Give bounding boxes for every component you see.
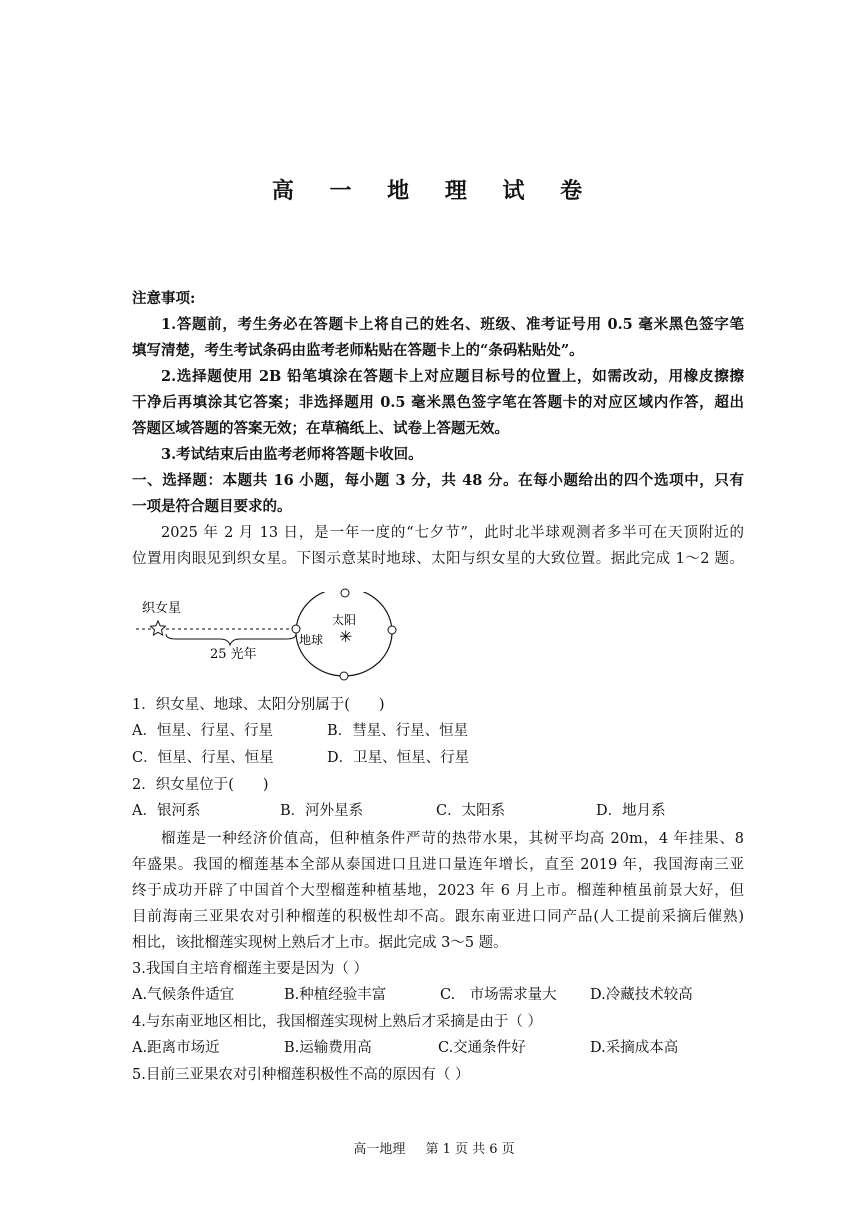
distance-brace [166,634,296,645]
passage2-line4: 目前海南三亚果农对引种榴莲的积极性却不高。跟东南亚进口同产品(人工提前采摘后催熟) [132,909,744,925]
earth-position-left [292,625,300,633]
sun-icon: ✳ [339,627,353,646]
notice-heading: 注意事项: [132,290,196,307]
passage1-line2: 位置用肉眼见到织女星。下图示意某时地球、太阳与织女星的大致位置。据此完成 1～2 题。 [132,551,744,567]
q2-option-b: B．河外星系 [280,803,364,819]
q2-stem: 2．织女星位于( ) [132,777,269,793]
q1-option-a: A．恒星、行星、行星 [132,723,273,739]
q3-option-b: B.种植经验丰富 [284,987,387,1003]
earth-position-bottom [340,672,348,680]
q2-option-a: A．银河系 [132,803,201,819]
orbit-diagram [132,592,412,692]
q1-options-row1 [132,718,744,745]
q1-stem: 1．织女星、地球、太阳分别属于( ) [132,697,385,713]
q1-option-d: D．卫星、恒星、行星 [327,750,470,766]
q3-options [132,982,744,1009]
passage2-section [132,826,744,1088]
q4-options [132,1035,744,1062]
notice-item-3: 3.考试结束后由监考老师将答题卡收回。 [161,446,423,463]
q1-options-row2 [132,745,744,772]
notice-item-2a: 2.选择题使用 2B 铅笔填涂在答题卡上对应题目标号的位置上，如需改动，用橡皮擦擦 [161,368,744,385]
notice-item-1a: 1.答题前，考生务必在答题卡上将自己的姓名、班级、准考证号用 0.5 毫米黑色签字笔 [161,316,744,333]
q1-option-b: B．彗星、行星、恒星 [327,723,469,739]
notice-section [132,286,744,572]
section1-line1: 一、选择题：本题共 16 小题，每小题 3 分，共 48 分。在每小题给出的四个选项中，只有 [132,472,744,489]
passage2-line5: 相比，该批榴莲实现树上熟后才上市。据此完成 3～5 题。 [132,935,508,951]
vega-label: 织女星 [142,601,182,616]
passage2-line2: 年盛果。我国的榴莲基本全部从泰国进口且进口量连年增长，直至 2019 年，我国海南三亚 [132,857,744,873]
q1-option-c: C．恒星、行星、恒星 [132,750,274,766]
sun-label: 太阳 [332,613,357,627]
star-icon [151,621,166,635]
notice-item-2c: 答题区域答题的答案无效；在草稿纸上、试卷上答题无效。 [132,420,509,437]
notice-item-1b: 填写清楚，考生考试条码由监考老师粘贴在答题卡上的“条码粘贴处”。 [132,342,584,359]
q2-option-c: C．太阳系 [436,803,506,819]
page-footer [0,1138,868,1157]
orbit-top-marker [340,588,350,598]
q4-stem: 4.与东南亚地区相比，我国榴莲实现树上熟后才采摘是由于（ ） [132,1014,542,1030]
distance-label: 25 光年 [210,647,257,662]
q3-option-a: A.气候条件适宜 [132,987,235,1003]
footer-subject: 高一地理 [353,1142,406,1157]
q3-option-c: C. 市场需求量大 [440,987,557,1003]
q5-stem: 5.目前三亚果农对引种榴莲积极性不高的原因有（ ） [132,1067,470,1083]
q4-option-c: C.交通条件好 [438,1040,526,1056]
notice-item-2b: 干净后再填涂其它答案；非选择题用 0.5 毫米黑色签字笔在答题卡的对应区域内作答，超出 [132,394,744,411]
q3-stem: 3.我国自主培育榴莲主要是因为（ ） [132,961,368,977]
passage2-line1: 榴莲是一种经济价值高，但种植条件严苛的热带水果，其树平均高 20m，4 年挂果、8 [161,831,744,847]
q2-option-d: D．地月系 [596,803,666,819]
q3-option-d: D.冷藏技术较高 [590,987,693,1003]
q4-option-a: A.距离市场近 [132,1040,220,1056]
q2-options [132,798,744,825]
passage1-line1: 2025 年 2 月 13 日，是一年一度的“七夕节”，此时北半球观测者多半可在天顶附近的 [161,525,744,541]
earth-position-right [388,626,396,634]
earth-label: 地球 [299,633,324,647]
footer-page-number: 第 1 页 共 6 页 [425,1142,515,1157]
q4-option-d: D.采摘成本高 [590,1040,679,1056]
passage2-line3: 终于成功开辟了中国首个大型榴莲种植基地，2023 年 6 月上市。榴莲种植虽前景大好，但 [132,883,744,899]
section1-line2: 一项是符合题目要求的。 [132,498,292,515]
q4-option-b: B.运输费用高 [284,1040,372,1056]
questions-1-2 [132,692,744,825]
page-title: 高 一 地 理 试 卷 [271,178,597,204]
